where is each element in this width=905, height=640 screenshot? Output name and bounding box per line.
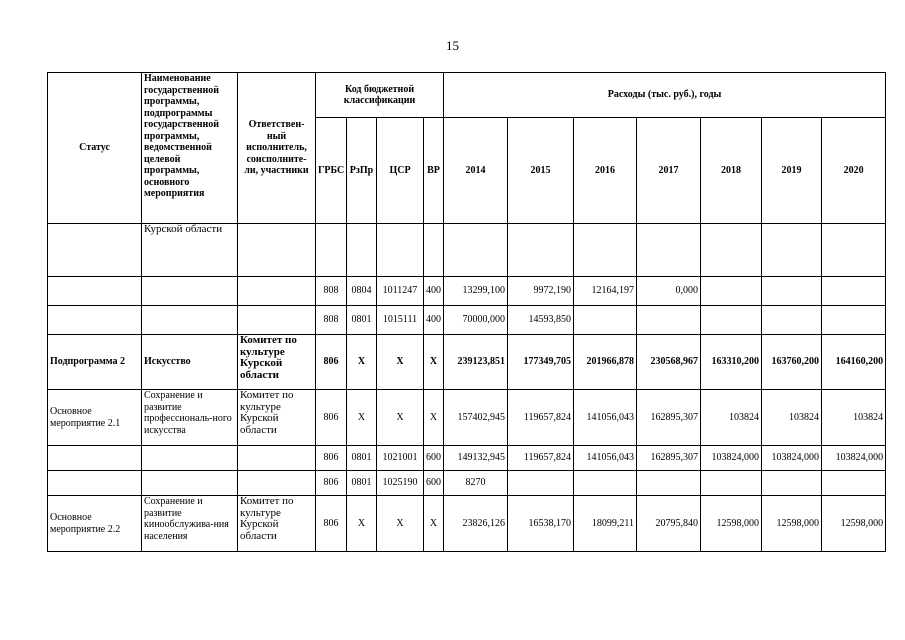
cell-rzpr: 0801 [347, 471, 377, 496]
cell-vr: X [424, 335, 444, 390]
cell-grbs: 806 [316, 496, 347, 552]
cell-responsible: Комитет по культуре Курской области [238, 390, 316, 446]
cell-status: Основное мероприятие 2.2 [48, 496, 142, 552]
cell-grbs: 806 [316, 390, 347, 446]
cell-csr [377, 224, 424, 277]
cell-value: 9972,190 [508, 277, 574, 306]
cell-value: 0,000 [637, 277, 701, 306]
header-name: Наименование государственной программы, подпрограммы государственной программы, ведомственной целевой программы, основного мероприятия [142, 73, 238, 224]
cell-value: 8270 [444, 471, 508, 496]
cell-name: Сохранение и развитие кинообслужива-ния населения [142, 496, 238, 552]
cell-rzpr: 0801 [347, 306, 377, 335]
cell-value [637, 224, 701, 277]
cell-value: 239123,851 [444, 335, 508, 390]
cell-grbs: 806 [316, 335, 347, 390]
cell-value: 201966,878 [574, 335, 637, 390]
header-vr: ВР [424, 118, 444, 224]
cell-value: 12598,000 [762, 496, 822, 552]
cell-value: 119657,824 [508, 446, 574, 471]
cell-value: 103824 [762, 390, 822, 446]
cell-name [142, 306, 238, 335]
cell-value: 12598,000 [822, 496, 886, 552]
table-row [48, 306, 886, 335]
cell-grbs: 806 [316, 446, 347, 471]
cell-status [48, 277, 142, 306]
cell-csr: X [377, 335, 424, 390]
cell-vr: 600 [424, 446, 444, 471]
cell-vr [424, 224, 444, 277]
table-row [48, 335, 886, 390]
cell-value: 12598,000 [701, 496, 762, 552]
cell-status [48, 224, 142, 277]
cell-grbs: 806 [316, 471, 347, 496]
cell-vr: 600 [424, 471, 444, 496]
cell-value [762, 471, 822, 496]
table-row [48, 390, 886, 446]
cell-value [508, 471, 574, 496]
cell-value [637, 306, 701, 335]
cell-status: Подпрограмма 2 [48, 335, 142, 390]
cell-value: 162895,307 [637, 446, 701, 471]
header-csr: ЦСР [377, 118, 424, 224]
cell-value [701, 306, 762, 335]
header-row-1 [48, 73, 886, 118]
cell-status [48, 471, 142, 496]
cell-csr: 1025190 [377, 471, 424, 496]
cell-rzpr: X [347, 390, 377, 446]
cell-value [637, 471, 701, 496]
header-year: 2016 [574, 118, 637, 224]
cell-value [574, 471, 637, 496]
table-row [48, 446, 886, 471]
cell-value: 103824,000 [822, 446, 886, 471]
cell-value: 18099,211 [574, 496, 637, 552]
cell-responsible [238, 277, 316, 306]
cell-rzpr: X [347, 335, 377, 390]
cell-value [822, 471, 886, 496]
cell-value: 119657,824 [508, 390, 574, 446]
cell-value: 162895,307 [637, 390, 701, 446]
cell-csr: 1021001 [377, 446, 424, 471]
header-status: Статус [48, 73, 142, 224]
cell-vr: X [424, 496, 444, 552]
cell-csr: X [377, 496, 424, 552]
cell-name [142, 471, 238, 496]
cell-name: Искусство [142, 335, 238, 390]
cell-value [701, 224, 762, 277]
table-row [48, 277, 886, 306]
cell-name [142, 277, 238, 306]
cell-value: 12164,197 [574, 277, 637, 306]
header-rzpr: РзПр [347, 118, 377, 224]
cell-responsible: Комитет по культуре Курской области [238, 335, 316, 390]
cell-value [508, 224, 574, 277]
cell-rzpr: 0804 [347, 277, 377, 306]
header-year: 2014 [444, 118, 508, 224]
cell-value: 70000,000 [444, 306, 508, 335]
cell-responsible [238, 446, 316, 471]
cell-value [701, 277, 762, 306]
cell-rzpr: X [347, 496, 377, 552]
cell-value [701, 471, 762, 496]
cell-value: 164160,200 [822, 335, 886, 390]
cell-value: 141056,043 [574, 446, 637, 471]
cell-status [48, 446, 142, 471]
cell-value [822, 224, 886, 277]
cell-name: Сохранение и развитие профессиональ-ного искусства [142, 390, 238, 446]
cell-vr: X [424, 390, 444, 446]
table-row [48, 224, 886, 277]
cell-value: 20795,840 [637, 496, 701, 552]
cell-csr: X [377, 390, 424, 446]
header-year: 2020 [822, 118, 886, 224]
header-grbs: ГРБС [316, 118, 347, 224]
cell-value: 157402,945 [444, 390, 508, 446]
cell-vr: 400 [424, 277, 444, 306]
cell-value [444, 224, 508, 277]
cell-value: 177349,705 [508, 335, 574, 390]
table-row [48, 471, 886, 496]
cell-grbs [316, 224, 347, 277]
cell-csr: 1011247 [377, 277, 424, 306]
cell-value: 103824 [822, 390, 886, 446]
cell-responsible [238, 306, 316, 335]
cell-value [762, 277, 822, 306]
header-year: 2015 [508, 118, 574, 224]
cell-value [822, 277, 886, 306]
cell-status [48, 306, 142, 335]
cell-name: Курской области [142, 224, 238, 277]
cell-value: 23826,126 [444, 496, 508, 552]
cell-name [142, 446, 238, 471]
header-expenses: Расходы (тыс. руб.), годы [444, 73, 886, 118]
cell-value: 163310,200 [701, 335, 762, 390]
cell-responsible [238, 224, 316, 277]
cell-value [762, 224, 822, 277]
cell-value [574, 306, 637, 335]
cell-grbs: 808 [316, 306, 347, 335]
cell-value [822, 306, 886, 335]
cell-rzpr [347, 224, 377, 277]
header-year: 2019 [762, 118, 822, 224]
header-budget-code: Код бюджетной классификации [316, 73, 444, 118]
cell-value: 141056,043 [574, 390, 637, 446]
cell-value: 103824 [701, 390, 762, 446]
cell-value [574, 224, 637, 277]
cell-responsible: Комитет по культуре Курской области [238, 496, 316, 552]
cell-vr: 400 [424, 306, 444, 335]
cell-status: Основное мероприятие 2.1 [48, 390, 142, 446]
cell-csr: 1015111 [377, 306, 424, 335]
budget-table [47, 72, 886, 552]
cell-value: 13299,100 [444, 277, 508, 306]
table-row [48, 496, 886, 552]
cell-value: 16538,170 [508, 496, 574, 552]
cell-value [762, 306, 822, 335]
cell-value: 103824,000 [762, 446, 822, 471]
header-responsible: Ответствен-ный исполнитель, соисполните-ли, участники [238, 73, 316, 224]
header-year: 2018 [701, 118, 762, 224]
cell-value: 163760,200 [762, 335, 822, 390]
cell-value: 149132,945 [444, 446, 508, 471]
page-number: 15 [446, 38, 459, 53]
cell-value: 14593,850 [508, 306, 574, 335]
cell-rzpr: 0801 [347, 446, 377, 471]
header-year: 2017 [637, 118, 701, 224]
cell-value: 230568,967 [637, 335, 701, 390]
cell-responsible [238, 471, 316, 496]
cell-value: 103824,000 [701, 446, 762, 471]
cell-grbs: 808 [316, 277, 347, 306]
